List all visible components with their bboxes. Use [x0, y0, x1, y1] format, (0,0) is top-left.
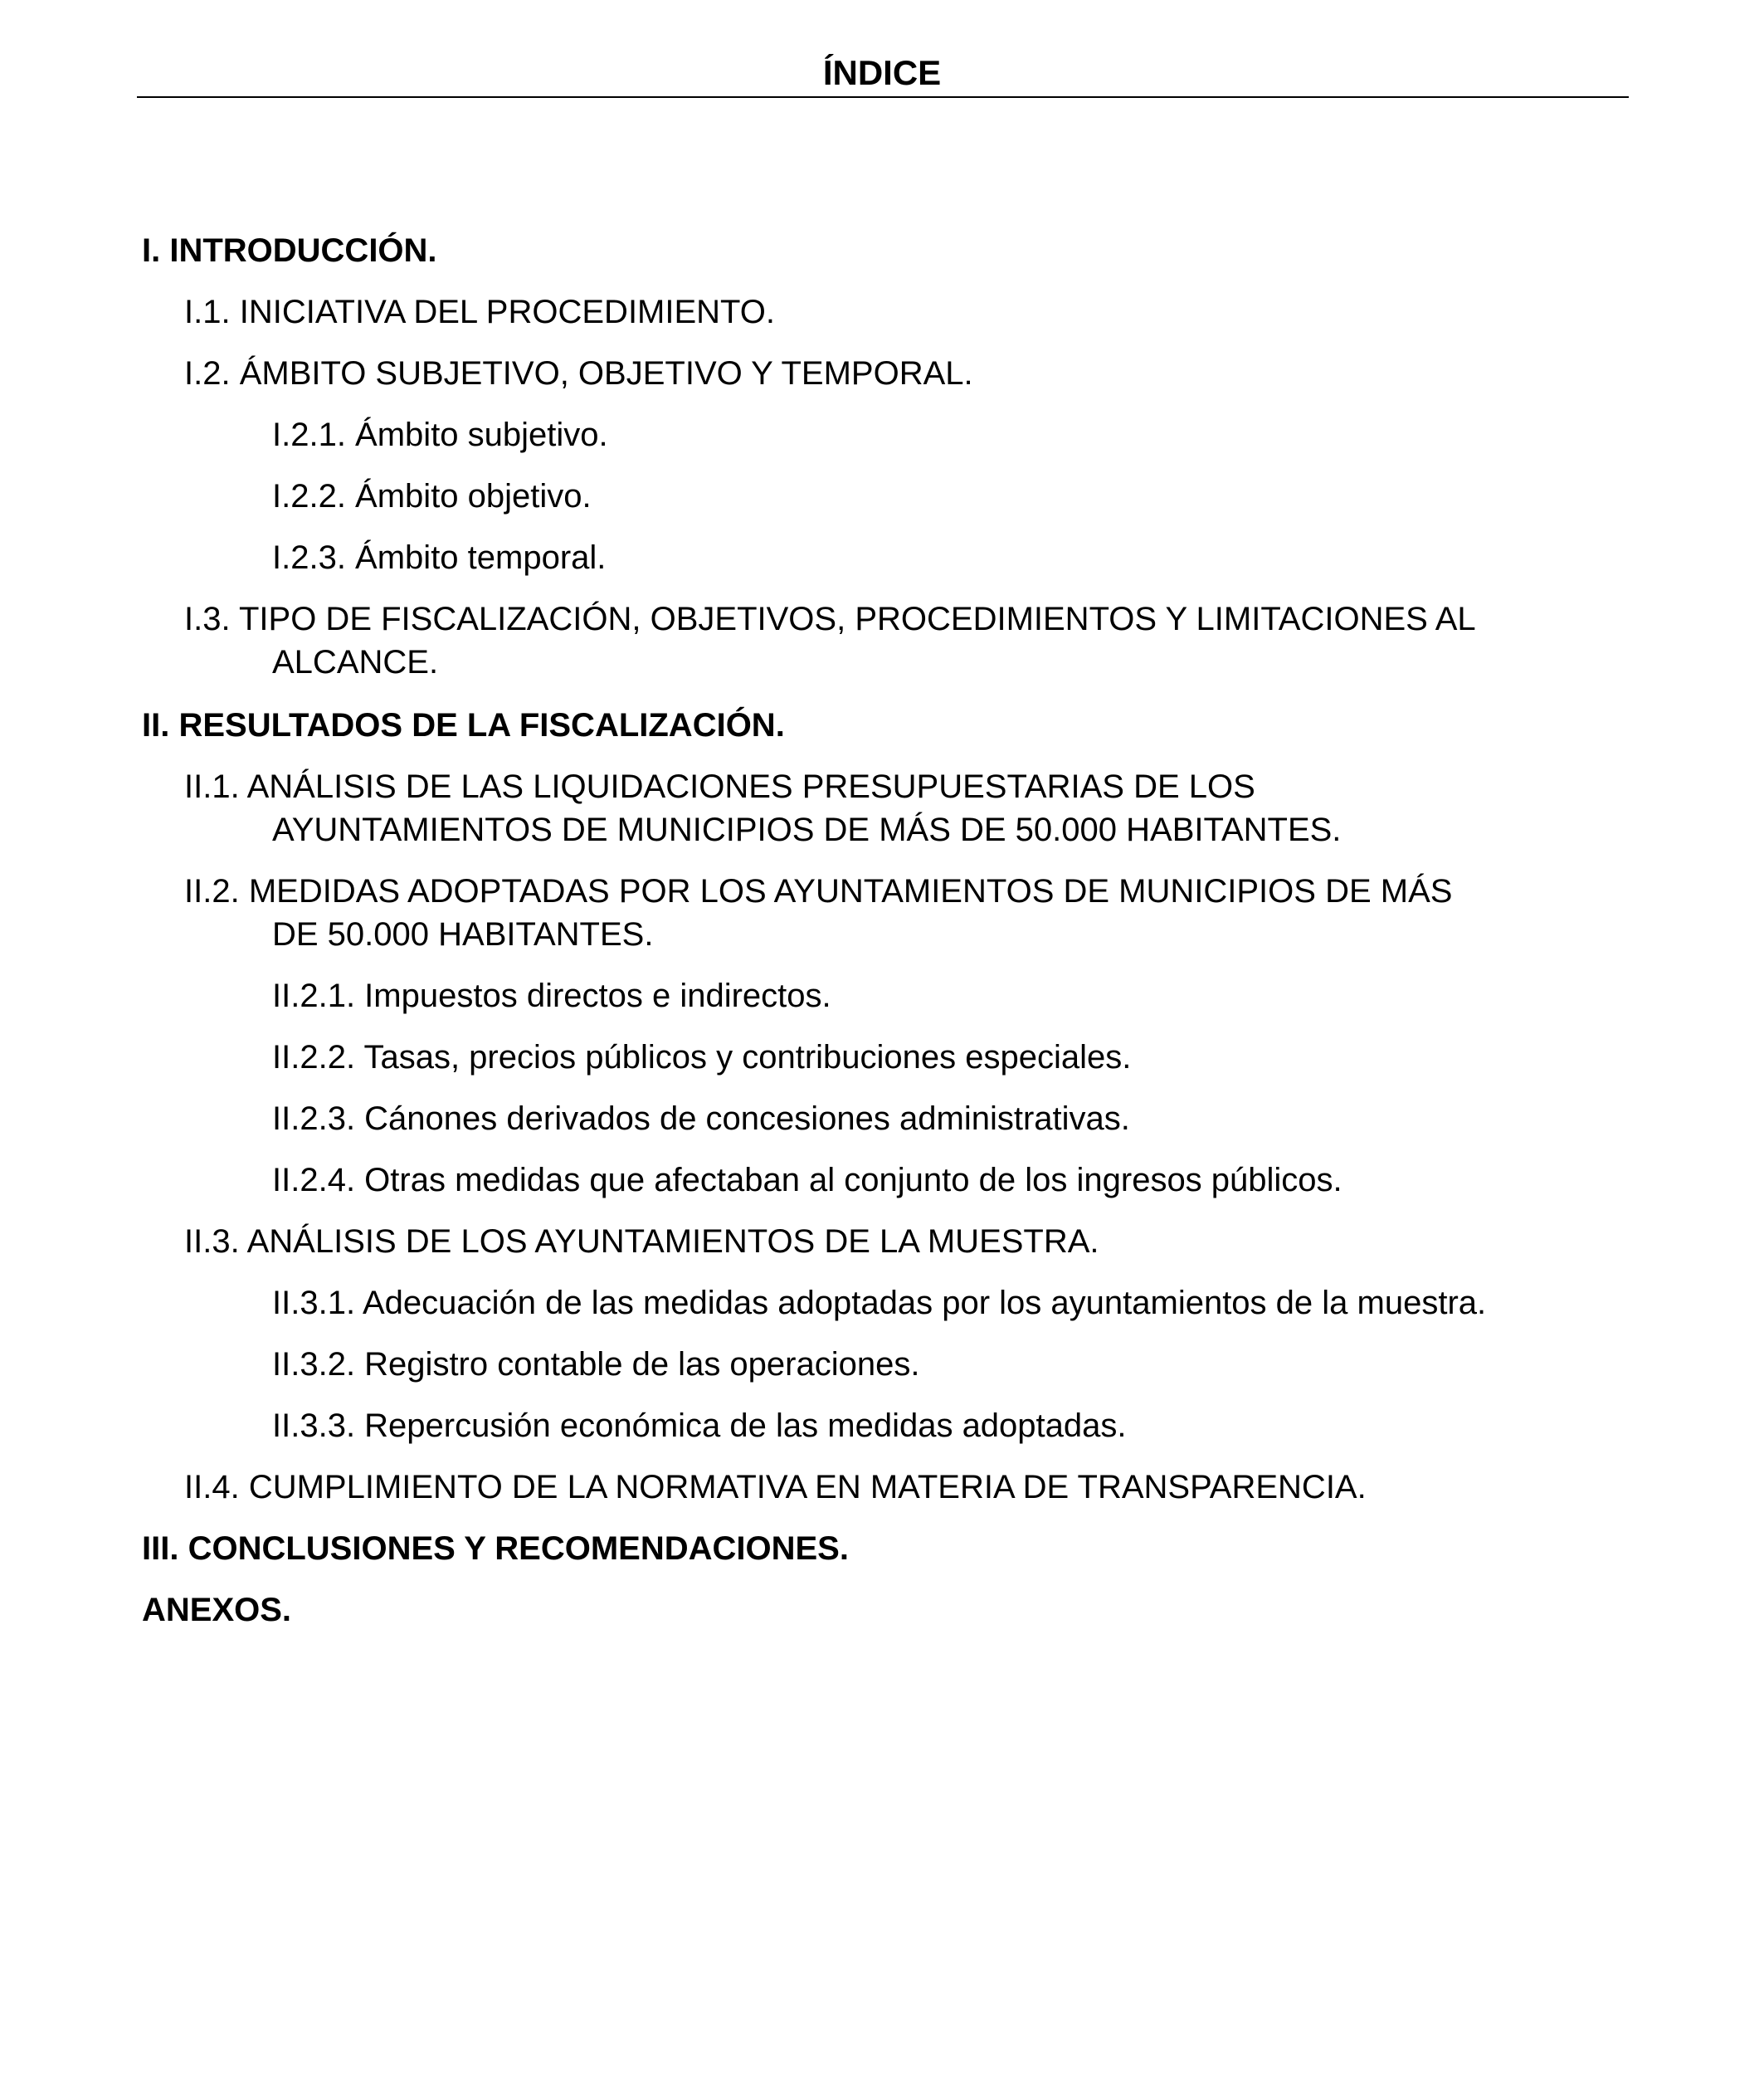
toc-entry-otras-medidas: II.2.4. Otras medidas que afectaban al conjunto de los ingresos públicos. [272, 1162, 1342, 1198]
toc-entry-text: I.3. TIPO DE FISCALIZACIÓN, OBJETIVOS, PROCEDIMIENTOS Y LIMITACIONES AL [184, 601, 1476, 637]
toc-entry-continuation: AYUNTAMIENTOS DE MUNICIPIOS DE MÁS DE 50.000 HABITANTES. [272, 812, 1342, 848]
toc-entry-repercusion: II.3.3. Repercusión económica de las medidas adoptadas. [272, 1407, 1127, 1444]
toc-entry-tipo-fiscalizacion [184, 598, 1476, 684]
toc-entry-ambito-temporal: I.2.3. Ámbito temporal. [272, 539, 607, 576]
toc-entry-canones: II.2.3. Cánones derivados de concesiones administrativas. [272, 1100, 1130, 1137]
toc-entry-continuation: DE 50.000 HABITANTES. [272, 916, 654, 953]
toc-entry-continuation: ALCANCE. [272, 644, 439, 681]
toc-entry-transparencia: II.4. CUMPLIMIENTO DE LA NORMATIVA EN MATERIA DE TRANSPARENCIA. [184, 1469, 1367, 1505]
toc-entry-tasas: II.2.2. Tasas, precios públicos y contribuciones especiales. [272, 1039, 1132, 1076]
page-title: ÍNDICE [822, 53, 942, 92]
toc-entry-ambito-objetivo: I.2.2. Ámbito objetivo. [272, 478, 592, 515]
toc-entry-ambito: I.2. ÁMBITO SUBJETIVO, OBJETIVO Y TEMPORAL. [184, 355, 973, 392]
toc-entry-iniciativa: I.1. INICIATIVA DEL PROCEDIMIENTO. [184, 294, 775, 330]
toc-entry-adecuacion: II.3.1. Adecuación de las medidas adoptadas por los ayuntamientos de la muestra. [272, 1285, 1487, 1321]
toc-entry-medidas-adoptadas [184, 870, 1452, 956]
toc-entry-introduccion: I. INTRODUCCIÓN. [142, 232, 437, 269]
toc-entry-analisis-liquidaciones [184, 765, 1341, 851]
toc-entry-text: II.2. MEDIDAS ADOPTADAS POR LOS AYUNTAMIENTOS DE MUNICIPIOS DE MÁS [184, 873, 1453, 910]
toc-entry-impuestos: II.2.1. Impuestos directos e indirectos. [272, 978, 831, 1014]
toc-entry-registro-contable: II.3.2. Registro contable de las operaciones. [272, 1346, 920, 1383]
toc-entry-ambito-subjetivo: I.2.1. Ámbito subjetivo. [272, 417, 608, 453]
toc-entry-text: II.1. ANÁLISIS DE LAS LIQUIDACIONES PRESUPUESTARIAS DE LOS [184, 768, 1255, 805]
toc-entry-analisis-muestra: II.3. ANÁLISIS DE LOS AYUNTAMIENTOS DE LA MUESTRA. [184, 1223, 1099, 1260]
toc-entry-anexos: ANEXOS. [142, 1592, 292, 1628]
toc-entry-resultados: II. RESULTADOS DE LA FISCALIZACIÓN. [142, 707, 785, 744]
toc-entry-conclusiones: III. CONCLUSIONES Y RECOMENDACIONES. [142, 1530, 849, 1567]
